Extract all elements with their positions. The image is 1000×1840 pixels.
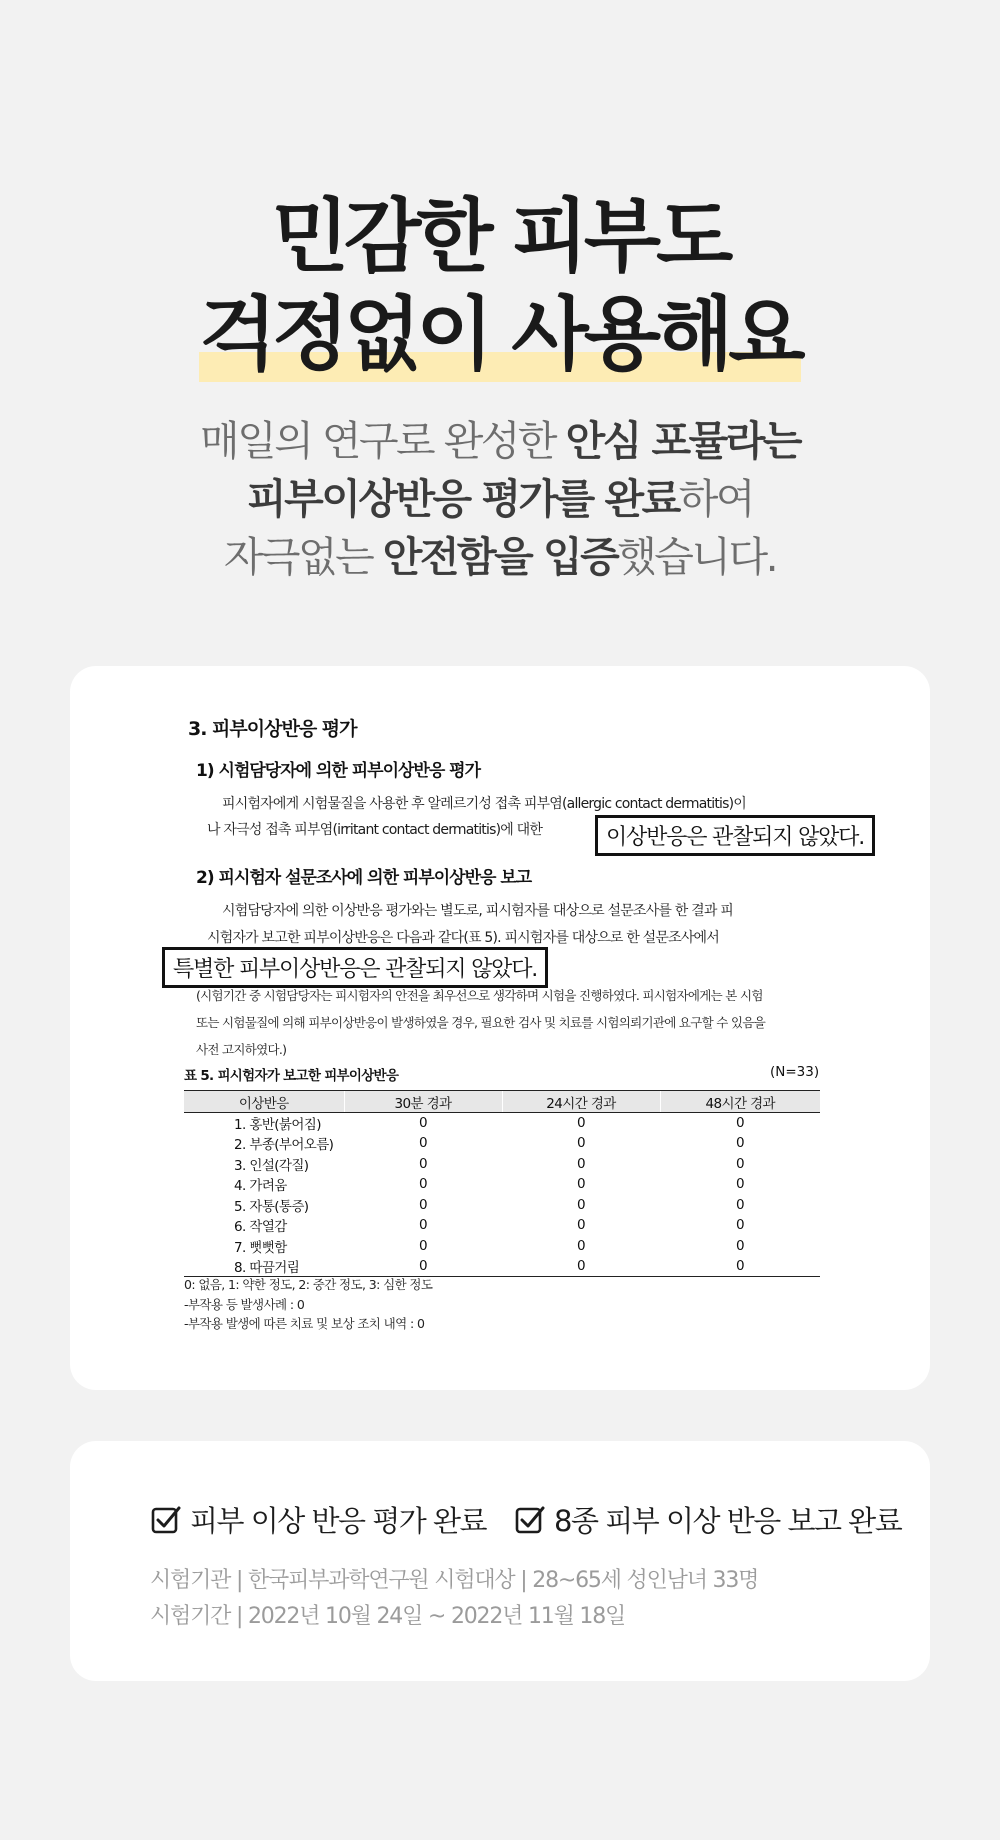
table-row	[184, 1236, 820, 1257]
table-header-row	[184, 1091, 820, 1113]
report-excerpt-card	[70, 666, 930, 1390]
subsection-title-2: 2) 피시험자 설문조사에 의한 피부이상반응 보고	[196, 868, 532, 888]
subtitle-emphasis: 안전함을 입증	[382, 533, 618, 581]
table-cell: 0	[577, 1135, 585, 1152]
table-note: 0: 없음, 1: 약한 정도, 2: 중간 정도, 3: 심한 정도	[184, 1277, 433, 1292]
table-cell: 3. 인설(각질)	[234, 1157, 309, 1174]
table-cell: 0	[419, 1196, 427, 1213]
table-cell: 8. 따끔거림	[184, 1256, 344, 1277]
table-cell: 0	[660, 1256, 820, 1277]
table-cell: 5. 자통(통증)	[234, 1198, 309, 1215]
table-cell: 0	[577, 1196, 585, 1213]
hero-title	[0, 188, 1000, 384]
table-cell: 7. 뻣뻣함	[234, 1239, 287, 1256]
table-cell: 0	[419, 1115, 427, 1131]
table-cell: 0	[736, 1237, 744, 1254]
table-row	[184, 1174, 820, 1195]
table-cell: 0	[736, 1115, 744, 1131]
table-cell: 0	[736, 1217, 744, 1234]
table-cell: 0	[577, 1155, 585, 1172]
table-cell: 2. 부종(부어오름)	[234, 1137, 334, 1154]
table-cell: 0	[419, 1135, 427, 1152]
check-item	[514, 1499, 901, 1540]
check-item-label: 피부 이상 반응 평가 완료	[190, 1504, 487, 1538]
table-cell: 0	[736, 1196, 744, 1213]
subtitle-text: 자극없는	[223, 533, 383, 581]
paragraph-line: 시험담당자에 의한 이상반응 평가와는 별도로, 피시험자를 대상으로 설문조사를 한 결과 피	[222, 903, 733, 919]
checkbox-checked-icon	[150, 1504, 182, 1536]
paragraph-note-line: 사전 고지하였다.)	[196, 1042, 287, 1057]
table-cell: 0	[577, 1115, 585, 1131]
adverse-reaction-table	[184, 1090, 820, 1277]
test-institution-info: 시험기관 | 한국피부과학연구원 시험대상 | 28~65세 성인남녀 33명	[150, 1568, 759, 1593]
highlight-box-no-special-reaction: 특별한 피부이상반응은 관찰되지 않았다.	[162, 947, 548, 988]
table-header-cell: 이상반응	[184, 1091, 344, 1113]
table-sample-size: (N=33)	[770, 1064, 820, 1080]
test-info-card	[70, 1441, 930, 1681]
report-document	[70, 666, 930, 1390]
hero-title-line1: 민감한 피부도	[271, 190, 729, 283]
test-period-info: 시험기간 | 2022년 10월 24일 ~ 2022년 11월 18일	[150, 1604, 626, 1629]
paragraph-line: 피시험자에게 시험물질을 사용한 후 알레르기성 접촉 피부염(allergic contact dermatitis)이	[222, 796, 746, 812]
section-title: 3. 피부이상반응 평가	[188, 718, 357, 740]
table-cell: 0	[419, 1155, 427, 1172]
table-row	[184, 1256, 820, 1277]
table-header-cell: 48시간 경과	[660, 1091, 820, 1113]
checkbox-checked-icon	[514, 1504, 546, 1536]
table-cell: 0	[577, 1217, 585, 1234]
table-cell: 4. 가려움	[234, 1178, 287, 1195]
check-list	[150, 1499, 901, 1540]
table-title: 표 5. 피시험자가 보고한 피부이상반응	[184, 1068, 399, 1084]
table-cell: 0	[577, 1176, 585, 1193]
table-cell: 1. 홍반(붉어짐)	[234, 1117, 321, 1133]
subtitle-text: 하여	[678, 475, 753, 523]
table-row	[184, 1154, 820, 1175]
table-note: -부작용 발생에 따른 치료 및 보상 조치 내역 : 0	[184, 1316, 425, 1331]
table-cell: 0	[736, 1176, 744, 1193]
subtitle-emphasis: 피부이상반응 평가를 완료	[247, 475, 679, 523]
table-cell: 0	[502, 1256, 660, 1277]
subtitle-text: 매일의 연구로 완성한	[200, 417, 566, 465]
table-cell: 0	[344, 1256, 502, 1277]
paragraph-line: 나 자극성 접촉 피부염(irritant contact dermatitis)에 대한	[207, 822, 543, 838]
table-cell: 0	[419, 1237, 427, 1254]
table-header-cell: 30분 경과	[344, 1091, 502, 1113]
hero-title-line2: 걱정없이 사용해요	[199, 286, 800, 384]
subtitle-text: 했습니다.	[617, 533, 777, 581]
paragraph-note-line: 또는 시험물질에 의해 피부이상반응이 발생하였을 경우, 필요한 검사 및 치료를 시험의뢰기관에 요구할 수 있음을	[196, 1015, 766, 1030]
table-cell: 0	[577, 1237, 585, 1254]
subsection-title-1: 1) 시험담당자에 의한 피부이상반응 평가	[196, 761, 481, 781]
table-row	[184, 1113, 820, 1134]
table-row	[184, 1195, 820, 1216]
table-cell: 0	[419, 1217, 427, 1234]
table-cell: 0	[419, 1176, 427, 1193]
check-item-label: 8종 피부 이상 반응 보고 완료	[554, 1504, 902, 1538]
subtitle-emphasis: 안심 포뮬라는	[565, 417, 800, 465]
table-cell: 0	[736, 1155, 744, 1172]
check-item	[150, 1499, 486, 1540]
table-cell: 0	[736, 1135, 744, 1152]
subtitle	[0, 412, 1000, 586]
highlight-box-no-reaction: 이상반응은 관찰되지 않았다.	[595, 815, 875, 856]
table-row	[184, 1133, 820, 1154]
table-row	[184, 1215, 820, 1236]
paragraph-line: 시험자가 보고한 피부이상반응은 다음과 같다(표 5). 피시험자를 대상으로 한 설문조사에서	[207, 930, 719, 946]
table-header-cell: 24시간 경과	[502, 1091, 660, 1113]
table-cell: 6. 작열감	[234, 1219, 287, 1236]
table-notes	[184, 1275, 432, 1334]
table-note: -부작용 등 발생사례 : 0	[184, 1296, 305, 1312]
paragraph-note-line: (시험기간 중 시험담당자는 피시험자의 안전을 최우선으로 생각하며 시험을 진행하였다. 피시험자에게는 본 시험	[196, 988, 763, 1003]
